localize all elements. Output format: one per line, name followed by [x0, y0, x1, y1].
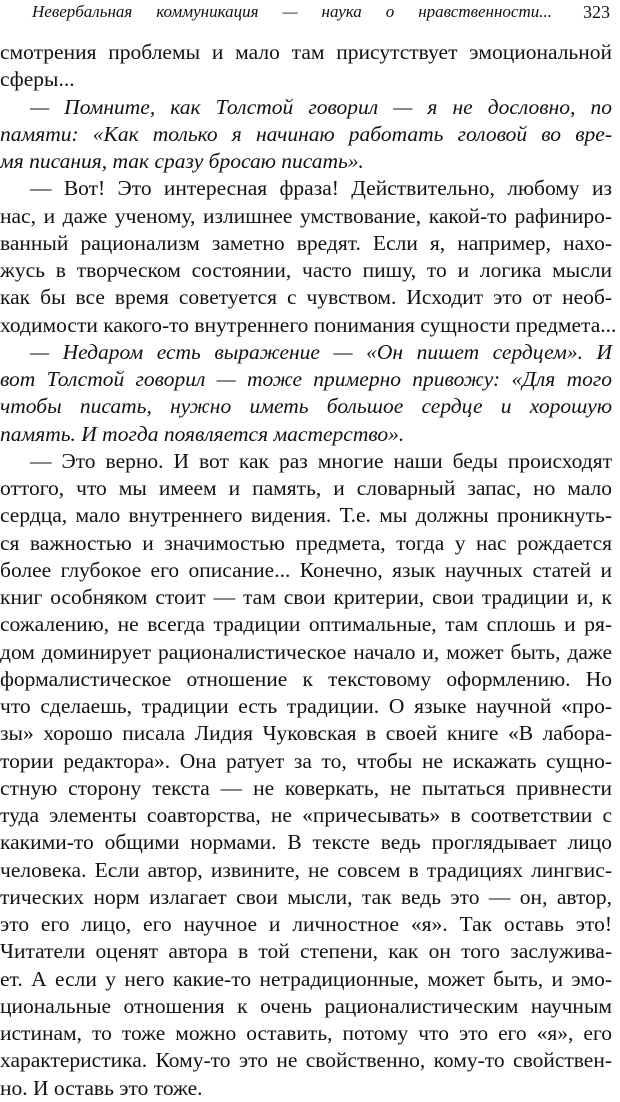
paragraph — [0, 175, 617, 339]
text-line: — Это верно. И вот как раз многие наши беды происходят — [30, 448, 612, 473]
text-line: сожалению, не всегда традиции оптимальные, там сплошь и ря- — [0, 612, 612, 637]
page-header — [32, 1, 610, 23]
text-line: формалистическое отношение к текстовому оформлению. Но — [0, 666, 612, 691]
paragraph — [0, 448, 612, 1102]
text-line: тических норм излагает свои мысли, так ведь это — он, автор, — [0, 884, 612, 909]
text-line: книг особняком стоит — там свои критерии, свои традиции и, к — [0, 585, 612, 609]
text-line: циональные отношения к очень рационалистическим научным — [0, 993, 612, 1018]
text-line: оттого, что мы имеем и память, и словарный запас, но мало — [0, 476, 612, 500]
text-line: истинам, то тоже можно оставить, потому что это его «я», его — [0, 1021, 612, 1045]
text-line: как бы все время советуется с чувством. Исходит это от необ- — [0, 285, 612, 310]
text-line: ся важностью и значимостью предмета, тогда у нас рождается — [0, 530, 612, 555]
text-line: память. И тогда появляется мастерство». — [0, 421, 405, 446]
text-line: нас, и даже ученому, излишнее умствование, какой-то рафиниро- — [0, 203, 612, 228]
text-line: — Помните, как Толстой говорил — я не дословно, по — [30, 94, 612, 119]
text-line: это его лицо, его научное и личностное «я». Так оставь это! — [0, 912, 612, 936]
page-body — [0, 39, 617, 1102]
text-line: смотрения проблемы и мало там присутствует эмоциональной — [0, 40, 612, 64]
text-line: ходимости какого-то внутреннего понимания сущности предмета... — [0, 312, 617, 337]
page-number: 323 — [583, 2, 610, 22]
text-line: ет. А если у него какие-то нетрадиционные, может быть, и эмо- — [0, 966, 612, 991]
running-title: Невербальная коммуникация — наука о нравственности... — [32, 2, 552, 21]
text-line: человека. Если автор, извините, не совсем в традициях лингвис- — [0, 857, 612, 882]
text-line: памяти: «Как только я начинаю работать головой во вре- — [0, 121, 612, 146]
text-line: характеристика. Кому-то это не свойственно, кому-то свойствен- — [0, 1048, 612, 1073]
text-line: ванный рационализм заметно вредят. Если я, например, нахо- — [0, 230, 612, 255]
text-line: жусь в творческом состоянии, часто пишу, то и логика мысли — [0, 258, 612, 282]
text-line: что сделаешь, традиции есть традиции. О языке научной «про- — [0, 694, 612, 718]
italic-quote-paragraph — [0, 94, 612, 176]
text-line: Читатели оценят автора в той степени, как он того заслужива- — [0, 939, 612, 964]
text-line: какими-то общими нормами. В тексте ведь проглядывает лицо — [0, 830, 612, 855]
text-line: сферы... — [0, 67, 75, 92]
text-line: туда элементы соавторства, не «причесывать» в соответствии с — [0, 803, 612, 827]
text-line: — Недаром есть выражение — «Он пишет сердцем». И — [30, 339, 612, 364]
text-line: дом доминирует рационалистическое начало и, может быть, даже — [0, 639, 612, 664]
text-line: зы» хорошо писала Лидия Чуковская в своей книге «В лабора- — [0, 721, 612, 746]
text-line: более глубокое его описание... Конечно, язык научных статей и — [0, 557, 612, 582]
italic-quote-paragraph — [0, 339, 612, 448]
text-line: тории редактора». Она ратует за то, чтобы не искажать сущно- — [0, 748, 612, 773]
text-line: чтобы писать, нужно иметь большое сердце и хорошую — [0, 394, 612, 419]
text-line: вот Толстой говорил — тоже примерно привожу: «Для того — [0, 367, 612, 391]
text-line: мя писания, так сразу бросаю писать». — [0, 149, 364, 173]
text-line: но. И оставь это тоже. — [0, 1075, 203, 1100]
paragraph — [0, 39, 612, 94]
text-line: стную сторону текста — не коверкать, не пытаться привнести — [0, 775, 612, 800]
text-line: сердца, мало внутреннего видения. Т.е. мы должны проникнуть- — [0, 503, 612, 528]
text-line: — Вот! Это интересная фраза! Действительно, любому из — [30, 176, 612, 201]
